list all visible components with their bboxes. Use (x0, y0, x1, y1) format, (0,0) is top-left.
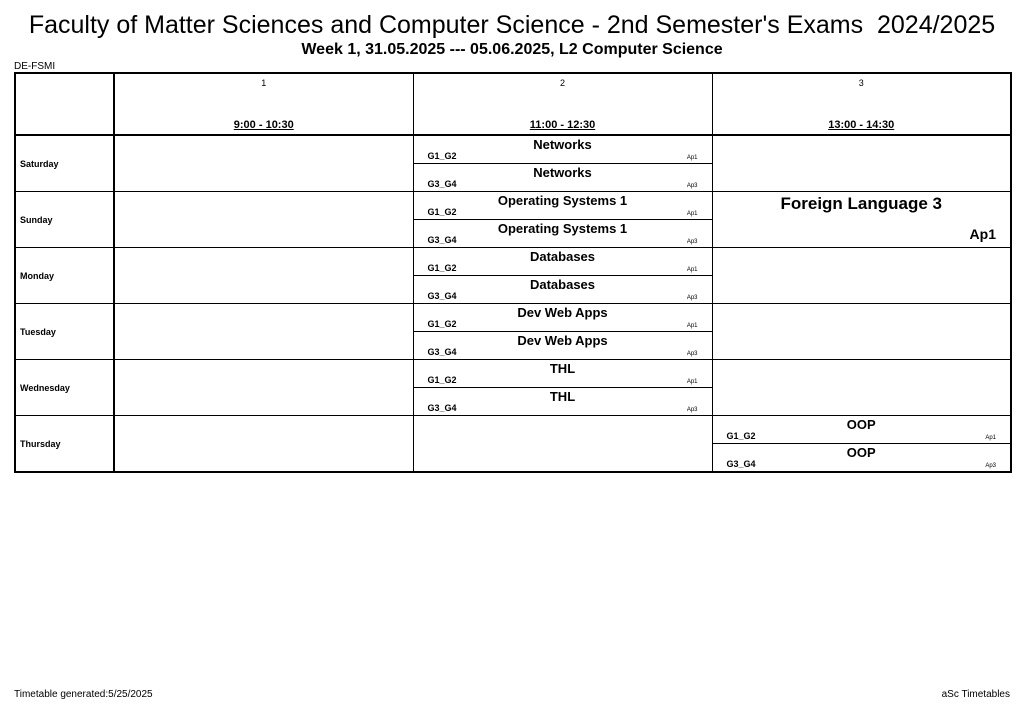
day-label: Tuesday (15, 304, 114, 360)
exam-card[interactable] (414, 248, 712, 276)
exam-group: G1_G2 (427, 319, 457, 329)
exam-subject: THL (549, 389, 576, 404)
slot-exam (413, 304, 712, 360)
exam-room: Ap1 (686, 211, 698, 217)
exam-card[interactable] (414, 220, 712, 247)
slot-exam (712, 192, 1011, 248)
slot-empty (114, 192, 413, 248)
slot-exam (413, 248, 712, 304)
exam-room: Ap3 (686, 183, 698, 189)
period-number: 1 (261, 78, 267, 88)
exam-subject: OOP (846, 417, 876, 432)
exam-card[interactable] (713, 192, 1011, 246)
period-header-3 (712, 73, 1011, 135)
day-row-tuesday (15, 304, 1011, 360)
day-label: Sunday (15, 192, 114, 248)
slot-empty (712, 135, 1011, 192)
slot-exam (413, 192, 712, 248)
period-header-1 (114, 73, 413, 135)
exam-subject: Dev Web Apps (517, 305, 608, 320)
exam-room: Ap1 (969, 226, 996, 242)
slot-empty (712, 248, 1011, 304)
slot-exam (413, 360, 712, 416)
exam-room: Ap3 (686, 351, 698, 357)
exam-group: G3_G4 (726, 459, 756, 469)
exam-subject: Networks (533, 165, 592, 180)
exam-card[interactable] (414, 164, 712, 191)
exam-group: G1_G2 (427, 375, 457, 385)
exam-card[interactable] (713, 444, 1011, 471)
period-time: 13:00 - 14:30 (828, 119, 895, 131)
exam-subject: Operating Systems 1 (497, 193, 628, 208)
exam-subject: Operating Systems 1 (497, 221, 628, 236)
exam-subject: Networks (533, 137, 592, 152)
slot-empty (114, 248, 413, 304)
exam-card[interactable] (713, 416, 1011, 444)
exam-room: Ap1 (985, 435, 996, 441)
exam-card[interactable] (414, 276, 712, 303)
generated-date: Timetable generated:5/25/2025 (14, 689, 153, 700)
day-row-thursday (15, 416, 1011, 473)
timetable-code: DE-FSMI (14, 61, 56, 72)
exam-room: Ap1 (686, 323, 698, 329)
exam-card[interactable] (414, 360, 712, 388)
period-time: 9:00 - 10:30 (233, 119, 294, 131)
exam-room: Ap1 (686, 267, 698, 273)
day-row-monday (15, 248, 1011, 304)
exam-room: Ap1 (686, 379, 698, 385)
brand-label: aSc Timetables (941, 689, 1010, 700)
exam-group: G1_G2 (427, 207, 457, 217)
corner-cell (15, 73, 114, 135)
page-title: Faculty of Matter Sciences and Computer Science - 2nd Semester's Exams 2024/2025 (28, 11, 996, 39)
exam-subject: Dev Web Apps (517, 333, 608, 348)
slot-empty (114, 135, 413, 192)
day-label: Thursday (15, 416, 114, 473)
exam-room: Ap3 (686, 239, 698, 245)
exam-subject: THL (549, 361, 576, 376)
slot-empty (114, 304, 413, 360)
timetable (14, 72, 1012, 473)
exam-group: G3_G4 (427, 403, 457, 413)
slot-exam (413, 135, 712, 192)
exam-group: G3_G4 (427, 347, 457, 357)
slot-empty (712, 360, 1011, 416)
exam-room: Ap1 (686, 155, 698, 161)
exam-card[interactable] (414, 136, 712, 164)
header-row (15, 73, 1011, 135)
exam-room: Ap3 (686, 295, 698, 301)
exam-room: Ap3 (686, 407, 698, 413)
exam-card[interactable] (414, 304, 712, 332)
day-row-wednesday (15, 360, 1011, 416)
day-label: Saturday (15, 135, 114, 192)
exam-group: G1_G2 (427, 263, 457, 273)
exam-subject: Databases (529, 277, 596, 292)
exam-subject: Databases (529, 249, 596, 264)
slot-empty (114, 360, 413, 416)
day-row-sunday (15, 192, 1011, 248)
period-number: 2 (559, 78, 565, 88)
exam-card[interactable] (414, 192, 712, 220)
exam-group: G3_G4 (427, 291, 457, 301)
slot-empty (712, 304, 1011, 360)
exam-group: G3_G4 (427, 179, 457, 189)
exam-subject: Foreign Language 3 (780, 194, 943, 213)
period-header-2 (413, 73, 712, 135)
exam-card[interactable] (414, 332, 712, 359)
exam-subject: OOP (846, 445, 876, 460)
period-time: 11:00 - 12:30 (529, 119, 596, 131)
exam-group: G1_G2 (427, 151, 457, 161)
period-number: 3 (858, 78, 864, 88)
exam-group: G3_G4 (427, 235, 457, 245)
day-label: Wednesday (15, 360, 114, 416)
exam-card[interactable] (414, 388, 712, 415)
day-label: Monday (15, 248, 114, 304)
exam-room: Ap3 (985, 463, 996, 469)
slot-exam (712, 416, 1011, 473)
exam-group: G1_G2 (726, 431, 756, 441)
page-subtitle: Week 1, 31.05.2025 --- 05.06.2025, L2 Computer Science (301, 41, 723, 58)
slot-empty (114, 416, 413, 473)
day-row-saturday (15, 135, 1011, 192)
slot-empty (413, 416, 712, 473)
